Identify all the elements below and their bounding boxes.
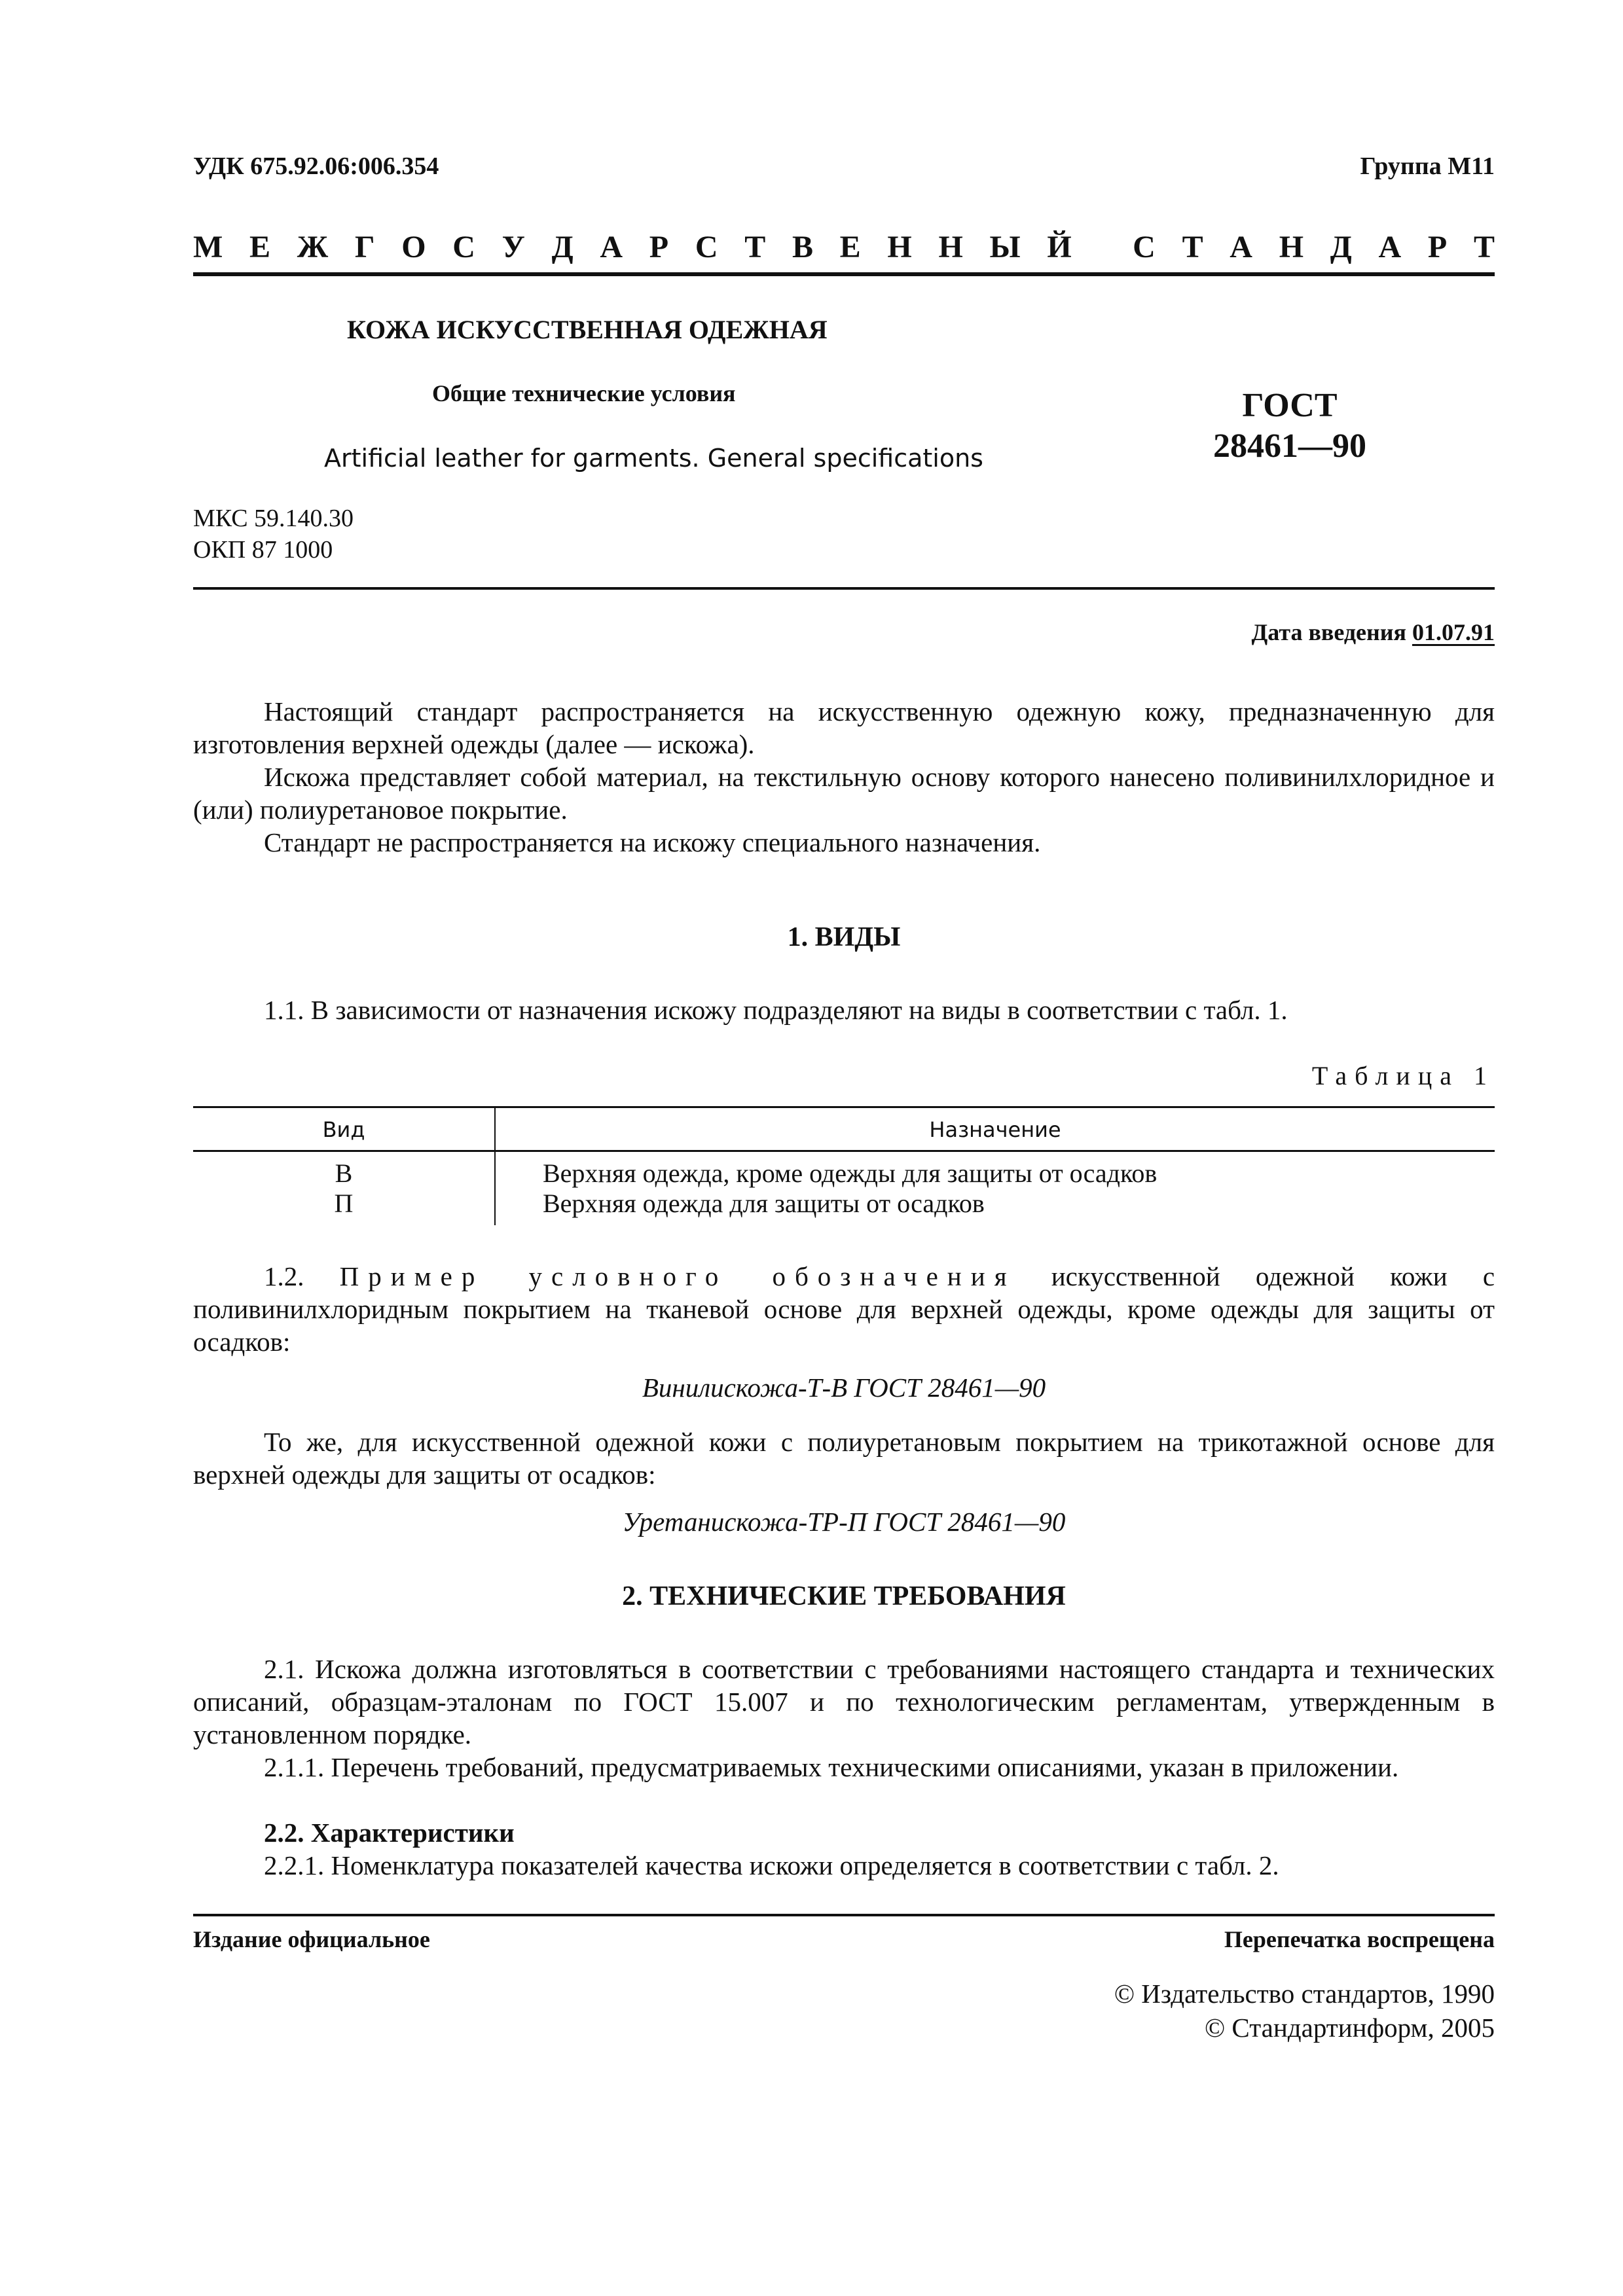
- copyright-2005: © Стандартинформ, 2005: [1205, 2013, 1495, 2043]
- table-cell-purpose: Верхняя одежда, кроме одежды для защиты от осадков: [494, 1152, 1495, 1189]
- introduction-date-label: Дата введения: [1251, 619, 1406, 645]
- banner-letter: Д: [1330, 230, 1352, 264]
- banner-letter: Т: [1182, 230, 1203, 264]
- gost-number: 28461—90: [1213, 427, 1366, 465]
- table-body: [193, 1152, 1495, 1225]
- table-row: [193, 1189, 1495, 1225]
- reprint-prohibited-label: Перепечатка воспрещена: [1224, 1926, 1495, 1952]
- clause-2-1-1: 2.1.1. Перечень требований, предусматриваемых техническими описаниями, указан в приложении.: [264, 1752, 1399, 1782]
- document-title: КОЖА ИСКУССТВЕННАЯ ОДЕЖНАЯ: [347, 315, 828, 344]
- introduction-date-value: 01.07.91: [1412, 619, 1495, 645]
- banner-letter: А: [600, 230, 623, 264]
- same-example-paragraph: То же, для искусственной одежной кожи с полиуретановым покрытием на трикотажной основе для верхней одежды для защиты от осадков:: [193, 1427, 1495, 1490]
- mks-code: МКС 59.140.30: [193, 505, 354, 532]
- banner-letter: Й: [1047, 230, 1072, 264]
- intro-paragraph-1: Настоящий стандарт распространяется на искусственную одежную кожу, предназначенную для изготовления верхней одежды (далее — искожа).: [193, 696, 1495, 759]
- gost-label: ГОСТ: [1242, 387, 1338, 424]
- banner-letter: М: [193, 230, 223, 264]
- clause-2-2-heading: 2.2. Характеристики: [264, 1818, 515, 1848]
- banner-letter: [1098, 229, 1106, 265]
- designation-example-2: Уретанискожа-ТР-П ГОСТ 28461—90: [622, 1507, 1066, 1537]
- official-edition-label: Издание официальное: [193, 1926, 430, 1952]
- banner-letter: Т: [744, 230, 766, 264]
- banner-letter: Г: [354, 230, 375, 264]
- banner-letter: С: [1133, 230, 1156, 264]
- banner-letter: А: [1230, 230, 1252, 264]
- introduction-date: [1252, 619, 1495, 646]
- table-1-label: Таблица 1: [1311, 1061, 1495, 1090]
- banner-letter: У: [501, 230, 525, 264]
- table-row: [193, 1152, 1495, 1189]
- english-title: Artificial leather for garments. General specifications: [324, 444, 983, 473]
- section-2-heading: 2. ТЕХНИЧЕСКИЕ ТРЕБОВАНИЯ: [622, 1581, 1066, 1611]
- banner-letter: Р: [1427, 230, 1448, 264]
- banner-letter: Р: [649, 230, 669, 264]
- table-header-purpose: Назначение: [494, 1108, 1495, 1150]
- document-subtitle: Общие технические условия: [432, 380, 736, 406]
- title-divider: [193, 587, 1495, 590]
- copyright-1990: © Издательство стандартов, 1990: [1114, 1979, 1495, 2009]
- table-cell-type: В: [335, 1158, 353, 1188]
- table-header-row: [193, 1108, 1495, 1152]
- udk-code: УДК 675.92.06:006.354: [193, 152, 439, 180]
- banner-letter: Н: [938, 230, 963, 264]
- banner-letter: Т: [1473, 230, 1495, 264]
- clause-2-2-1: 2.2.1. Номенклатура показателей качества искожи определяется в соответствии с табл. 2.: [264, 1850, 1279, 1880]
- banner-letter: С: [695, 230, 718, 264]
- banner-letter: Е: [839, 230, 861, 264]
- banner-letter: Н: [1279, 230, 1304, 264]
- banner-letter: А: [1378, 230, 1402, 264]
- banner-letter: С: [452, 230, 475, 264]
- table-header-type: Вид: [322, 1117, 365, 1142]
- footer-divider: [193, 1914, 1495, 1916]
- banner-letter: Е: [249, 230, 271, 264]
- table-cell-purpose: Верхняя одежда для защиты от осадков: [494, 1189, 1495, 1225]
- interstate-standard-banner: [193, 229, 1495, 265]
- banner-letter: Ы: [989, 230, 1021, 264]
- banner-letter: Д: [551, 230, 574, 264]
- types-table: [193, 1106, 1495, 1225]
- banner-letter: Ж: [297, 230, 329, 264]
- intro-paragraph-3: Стандарт не распространяется на искожу специального назначения.: [264, 827, 1041, 857]
- group-code: Группа М11: [1360, 152, 1495, 180]
- designation-example-1: Винилискожа-Т-В ГОСТ 28461—90: [642, 1372, 1046, 1403]
- banner-letter: О: [401, 230, 426, 264]
- okp-code: ОКП 87 1000: [193, 536, 333, 564]
- clause-1-2-term: Пример условного обозначения: [339, 1261, 1016, 1291]
- header-divider: [193, 272, 1495, 276]
- banner-letter: Н: [887, 230, 912, 264]
- intro-paragraph-2: Искожа представляет собой материал, на текстильную основу которого нанесено поливинилхлоридное и (или) полиуретановое покрытие.: [193, 762, 1495, 825]
- clause-1-2-number: 1.2.: [264, 1261, 304, 1291]
- clause-1-1: 1.1. В зависимости от назначения искожу подразделяют на виды в соответствии с табл. 1.: [264, 995, 1288, 1025]
- table-cell-type: П: [334, 1189, 354, 1218]
- clause-1-2: [193, 1260, 1495, 1358]
- section-1-heading: 1. ВИДЫ: [787, 922, 901, 952]
- clause-1-2-text: искусственной одежной кожи с поливинилхлоридным покрытием на тканевой основе для верхней одежды, кроме одежды для защиты от осадков:: [193, 1261, 1495, 1357]
- banner-letter: В: [792, 230, 813, 264]
- clause-2-1: 2.1. Искожа должна изготовляться в соответствии с требованиями настоящего стандарта и технических описаний, образцам-эталонам по ГОСТ 15.007 и по технологическим регламентам, утвержденным в установленном порядке.: [193, 1654, 1495, 1749]
